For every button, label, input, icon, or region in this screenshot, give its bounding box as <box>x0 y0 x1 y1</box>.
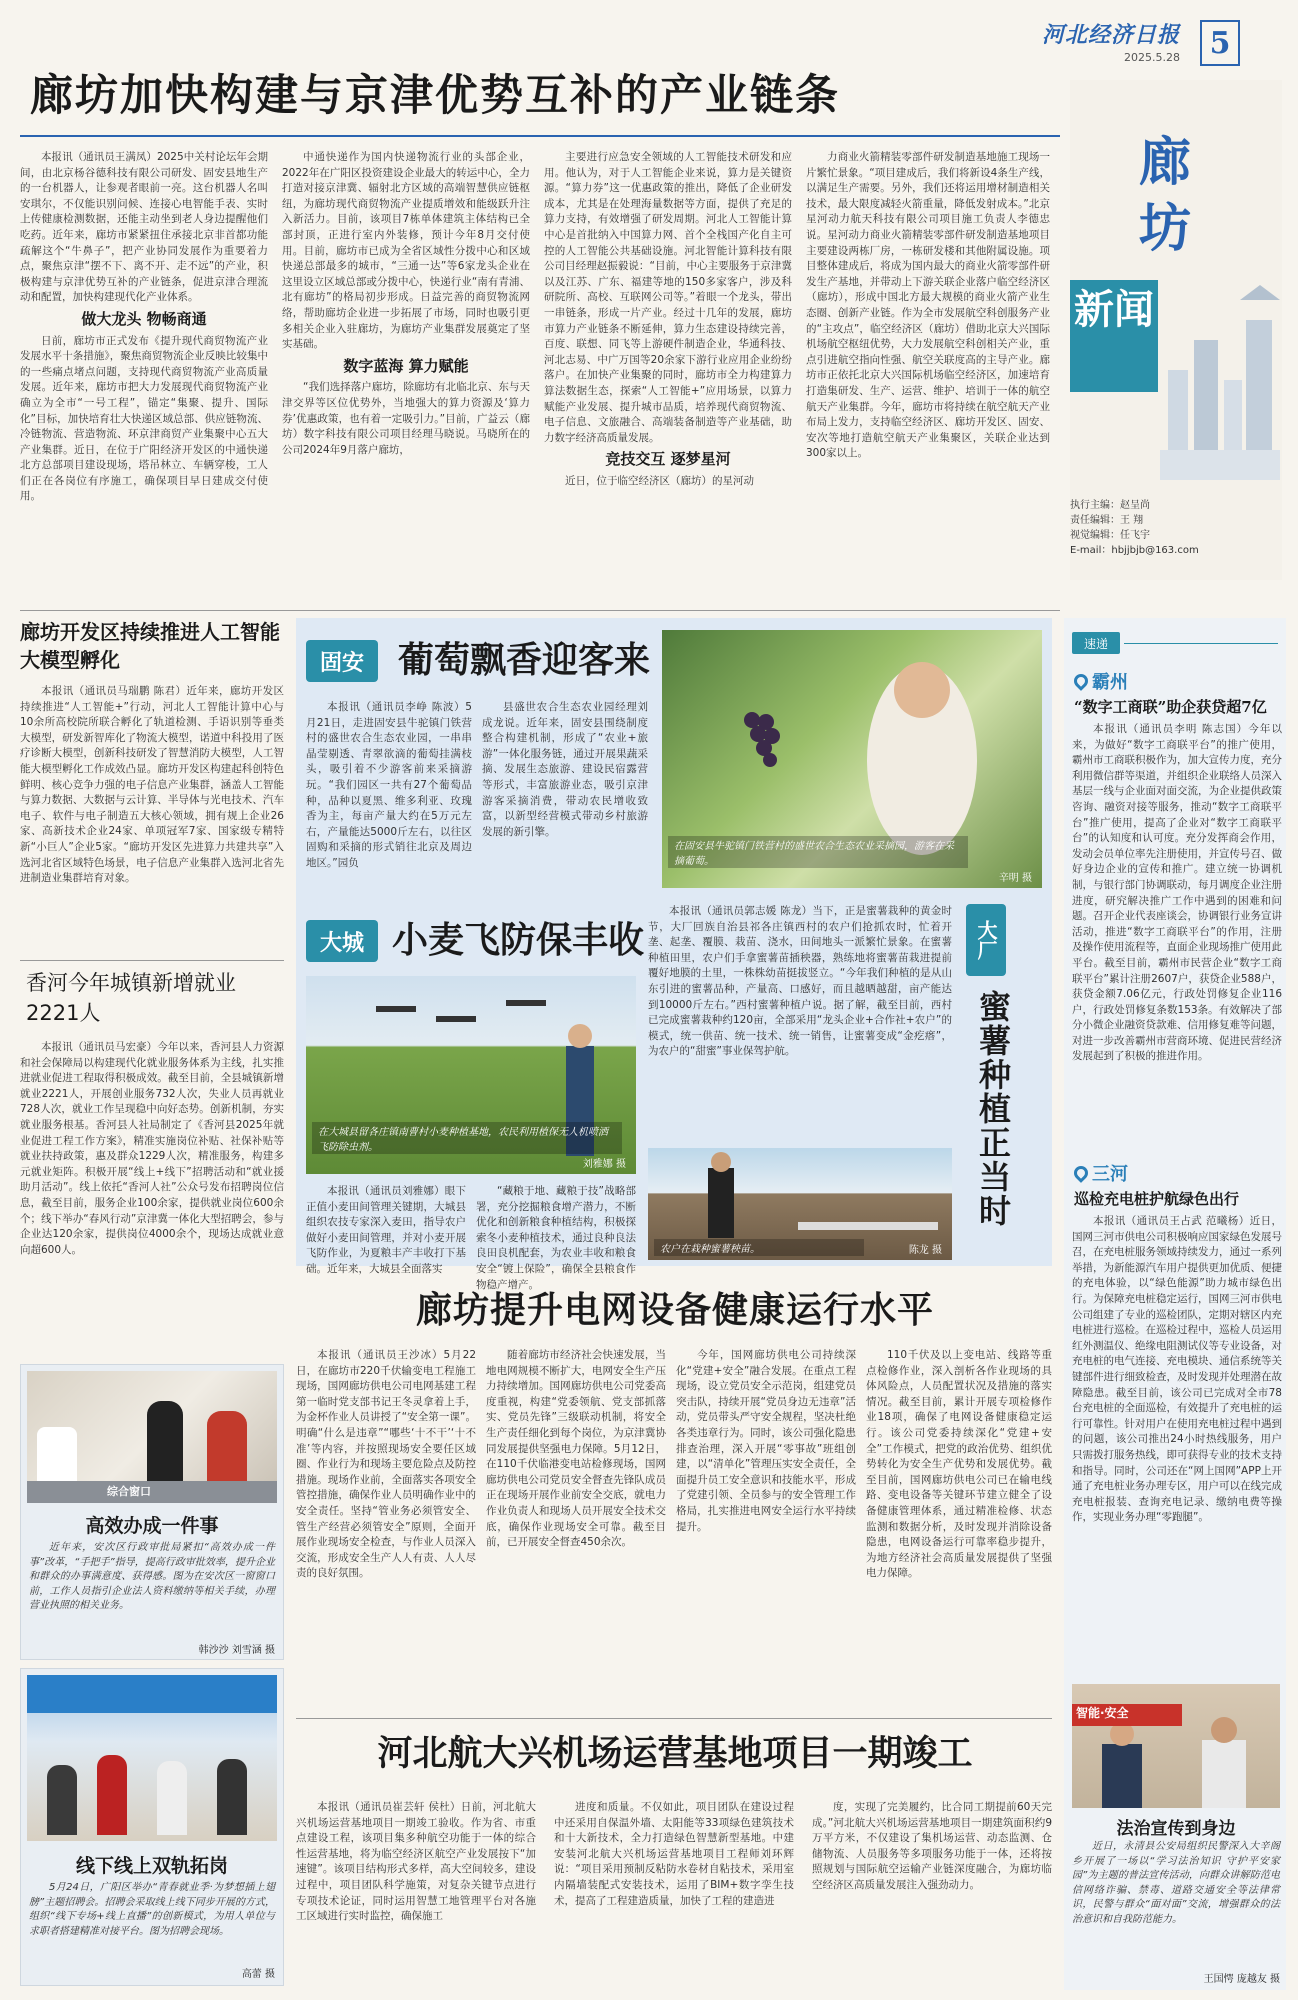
lead-col3-para: 主要进行应急安全领域的人工智能技术研发和应用。他认为，对于人工智能企业来说，算力是关键资源。“算力券”这一优惠政策的推出，降低了企业研发成本，尤其是在处理海量数据等方面，提供了充足的算力支持，有效增强了研发周期。河北人工智能计算中心是首批纳入中国算力网、首个全栈国产化自主可控的人工智能公共基础设施。河北智能计算科技有限公司目经理赵振毅说：“目前，中心主要服务于京津冀以及江苏、广东、福建等地的150多家客户，涉及科研院所、高校、互联网公司等。”着眼一个龙头，带出一串链条，形成一片产业。经过十几年的发展，廊坊市算力产业链条不断延伸，算力生态建设持续完善，百度、联想、同飞等上游硬件制造企业，华通科技、河北志易、中广万国等20余家下游行业应用企业纷纷落户。在加快产业集聚的同时，廊坊市全力构建算力算法数据生态，探索“人工智能+”应用场景，以算力赋能产业发展、提升城市品质，培养现代商贸物流、电子信息、文旅融合、高端装备制造等产业基础，助力数字经济高质量发展。 <box>544 151 792 444</box>
lead-col-4 <box>806 150 1050 602</box>
location-name: 三河 <box>1092 1164 1128 1185</box>
grid-col-2 <box>486 1348 666 1710</box>
guan-photo-caption: 在固安县牛驼镇门铁营村的盛世农合生态农业采摘园，游客在采摘葡萄。 <box>668 836 968 868</box>
lead-headline: 廊坊加快构建与京津优势互补的产业链条 <box>30 71 840 121</box>
photo-caption-1 <box>29 1541 275 1637</box>
page-number: 5 <box>1200 20 1240 66</box>
devzone-body <box>20 684 284 952</box>
masthead <box>1030 18 1180 64</box>
guan-photo-credit: 辛明 摄 <box>998 873 1032 884</box>
credit-responsible: 责任编辑：王 翔 <box>1070 515 1144 526</box>
section-header <box>1070 80 1282 580</box>
police-officers-icon <box>1072 1684 1280 1808</box>
dachang-tag: 大厂 <box>966 904 1006 976</box>
xianghe-para: 本报讯（通讯员马宏豪）今年以来，香河县人力资源和社会保障局以构建现代化就业服务体系为主线，扎实推进就业促进工程取得积极成效。截至目前，全县城镇新增就业2221人，开展创业服务732人次，失业人员再就业728人次，就业工作呈现稳中向好态势。创新机制，夯实就业服务根基。香河县人社局制定了《香河县2025年就业促进工程工作方案》，精准实施岗位补贴、社保补贴等就业扶持政策，惠及群众1229人次，精准服务，构建多元就业矩阵。积极开展“线上+线下”招聘活动和“就业援助月活动”。线上依托“香河人社”公众号发布招聘岗位信息，截至目前，服务企业100余家，提供就业岗位600余个；线下举办“春风行动”京津冀一体化大型招聘会，参与企业达120余家，提供岗位4000余个，现场达成就业意向超600人。 <box>20 1041 284 1256</box>
drone-field-photo <box>306 976 636 1174</box>
sidebar-header: 速递 <box>1072 632 1120 654</box>
paper-name: 河北经济日报 <box>1041 22 1180 48</box>
guan-headline: 葡萄飘香迎客来 <box>398 639 651 681</box>
photo-caption-text: 近年来，安次区行政审批局紧扣“高效办成一件事”改革，“手把手”指导，提高行政审批效率，提升企业和群众的办事满意度、获得感。图为在安次区一窗窗口前，工作人员指引企业法人资料缴纳等相关手续，办理营业执照的相关业务。 <box>29 1542 275 1611</box>
photo-box-2 <box>20 1668 284 1986</box>
airport-headline: 河北航大兴机场运营基地项目一期竣工 <box>377 1733 973 1774</box>
grid-col-4 <box>866 1348 1052 1710</box>
guan-col-2 <box>482 700 648 898</box>
lead-col3-para: 近日，位于临空经济区（廊坊）的星河动 <box>565 474 754 487</box>
issue-date: 2025.5.28 <box>1124 51 1180 64</box>
dacheng-para: “藏粮于地、藏粮于技”战略部署，充分挖掘粮食增产潜力，不断优化和创新粮食种植结构，积极探索冬小麦种植技术，通过良种良法良田良机配套，为农业丰收和粮食安全“镀上保险”，确保全县粮食作物稳产增产。 <box>476 1185 636 1291</box>
dacheng-photo-credit: 刘雅娜 摄 <box>582 1159 626 1170</box>
credit-editor: 执行主编：赵呈尚 <box>1070 500 1150 511</box>
xianghe-headline: 香河今年城镇新增就业2221人 <box>26 971 236 1025</box>
dacheng-col-2 <box>476 1184 636 1291</box>
lead-col4-para: 力商业火箭精装零部件研发制造基地施工现场一片繁忙景象。“项目建成后，我们将新设4条生产线，以满足生产需要。另外，我们还将运用增材制造相关技术，最大限度减轻火箭重量，降低发射成本。”北京星河动力航天科技有限公司项目施工负责人李德忠说。星河动力商业火箭精装零部件研发制造基地项目主要建设两栋厂房，一栋研发楼和其他附属设施。项目整体建成后，将成为国内最大的商业火箭零部件研发生产基地，并带动上下游关联企业落户临空经济区（廊坊），形成中国北方最大规模的商业火箭产业生态圈、创新产业链。作为全市发展航空科创服务产业的“主攻点”，临空经济区（廊坊）借助北京大兴国际机场航空枢纽优势，大力发展航空科创相关产业，重点引进航空指向性强、航空关联度高的主导产业。廊坊市正依托北京大兴国际机场临空经济区，加速培育打造集研发、生产、运营、维护、培训于一体的航空航天产业集群。今年，廊坊市将持续在航空航天产业布局上发力，支持临空经济区、廊坊开发区、固安、安次等地打造航空航天产业集聚区，关联企业达到300家以上。 <box>806 151 1050 460</box>
dacheng-tag: 大城 <box>306 920 378 962</box>
dachang-photo-credit: 陈龙 摄 <box>908 1245 942 1256</box>
credit-email: E-mail：hbjjbjb@163.com <box>1070 545 1199 556</box>
dacheng-photo-caption: 在大城县留各庄镇南曹村小麦种植基地，农民利用植保无人机喷洒飞防除虫剂。 <box>312 1122 622 1154</box>
dachang-photo-caption: 农户在栽种蜜薯秧苗。 <box>654 1239 864 1256</box>
sidebar-photo-caption-text: 近日，永清县公安局组织民警深入大辛阁乡开展了一场以“学习法治知识 守护平安家园”为主题的普法宣传活动，向群众讲解防范电信网络诈骗、禁毒、道路交通安全等法律常识，民警与群众“面对面”交流，增强群众的法治意识和自我防范能力。 <box>1072 1841 1280 1925</box>
grid-headline: 廊坊提升电网设备健康运行水平 <box>415 1289 934 1331</box>
photo-title-1: 高效办成一件事 <box>85 1515 219 1537</box>
airport-para: 度，实现了完美履约，比合同工期提前60天完成。”河北航大兴机场运营基地项目一期建筑面积约9万平方米，不仅建设了集机场运营、动态监测、仓储物流、人员服务等多项服务功能于一体，还将按照规划与国际航空运输产业链深度融合，为廊坊临空经济区高质量发展注入强劲动力。 <box>812 1801 1052 1891</box>
counter-sign: 综合窗口 <box>107 1485 151 1498</box>
devzone-headline: 廊坊开发区持续推进人工智能大模型孵化 <box>20 620 280 672</box>
grid-col-3 <box>676 1348 856 1710</box>
photo-caption-text: 5月24日，广阳区举办“青春就业季·为梦想插上翅膀”主题招聘会。招聘会采取线上线下同步开展的方式，组织“线下专场+线上直播”的创新模式，为用人单位与求职者搭建精准对接平台。图为招聘会现场。 <box>29 1882 275 1937</box>
grape-photo <box>662 630 1042 888</box>
lead-col-2 <box>282 150 530 602</box>
section-title: 新闻 <box>1070 280 1158 392</box>
divider <box>20 610 1060 611</box>
divider <box>20 960 284 961</box>
sidebar-headline-2: 巡检充电桩护航绿色出行 <box>1074 1190 1240 1208</box>
section-credits <box>1070 498 1280 558</box>
sidebar-location-2 <box>1074 1160 1128 1186</box>
airport-col-3 <box>812 1800 1052 1990</box>
sidebar-para: 本报讯（通讯员李明 陈志国）今年以来，为做好“数字工商联平台”的推广使用，霸州市工商联积极作为，加大宣传力度，充分利用微信群等渠道，并组织企业联络人员深入基层一线与企业面对面交流，为企业提供政策咨询、融资对接等服务，推动“数字工商联平台”推广使用，提高了企业对“数字工商联平台”的认知度和认可度。充分发挥商会作用，发动会员单位率先注册使用，并宣传号召、做好身边企业的宣传和推广。建立统一协调机制，与银行部门协调联动，每月调度企业注册进度，研究解决推广工作中遇到的困难和问题。召开企业代表座谈会，协调银行业务宣讲活动，推进“数字工商联平台”的作用，注册及操作使用流程等，直面企业现场推广使用此平台。截至目前，霸州市民营企业“数字工商联平台”累计注册2607户，获贷企业588户，获贷金额7.06亿元，行政处罚修复企业116户，行政处罚修复条数153条。有效解决了部分小微企业融资贷款难、信用修复难等问题，对进一步改善霸州市营商环境、促进民营经济发展起到了积极的推进作用。 <box>1072 723 1282 1063</box>
lead-col1-para: 日前，廊坊市正式发布《提升现代商贸物流产业发展水平十条措施》，聚焦商贸物流企业反映比较集中的一些痛点堵点问题，支持现代商贸物流产业高质量发展。近年来，廊坊市把大力发展现代商贸物流产业确立为全市“一号工程”，锚定“集聚、提升、国际化”目标，加快培育壮大快递区域总部、供应链物流、冷链物流、营造物流、环京津商贸产业集聚中心五大产业集群。近日，在位于广阳经济开发区的中通快递北方总部项目建设现场，塔吊林立、车辆穿梭，工人们正在各岗位有序施工，确保项目早日建成交付使用。 <box>20 334 268 503</box>
guan-para: 县盛世农合生态农业园经理刘成龙说。近年来，固安县围绕制度整合构建机制，形成了“农业+旅游”一体化服务链，通过开展果蔬采摘、发展生态旅游、建设民宿露营等形式，丰富旅游业态，吸引京津游客采摘消费，带动农民增收致富，以新型经营模式带动乡村旅游发展的新引擎。 <box>482 701 648 838</box>
sidebar-body-2 <box>1072 1214 1282 1674</box>
grid-col-1 <box>296 1348 476 1710</box>
sidebar-photo-caption <box>1072 1840 1280 1968</box>
dachang-body <box>648 904 952 1144</box>
sidebar-location-1 <box>1074 668 1128 694</box>
sidebar-photo-credit: 王国愕 庞越友 摄 <box>1203 1974 1280 1985</box>
guan-col-1 <box>306 700 472 898</box>
divider <box>296 1718 1052 1719</box>
airport-col-1 <box>296 1800 536 1990</box>
credit-visual: 视觉编辑：任飞宇 <box>1070 530 1150 541</box>
service-counter-photo <box>27 1371 277 1503</box>
sweet-potato-photo <box>648 1148 952 1260</box>
lead-col-1 <box>20 150 268 602</box>
skyline-illustration-icon <box>1160 280 1280 480</box>
lead-subhead-2: 数字蓝海 算力赋能 <box>343 356 469 375</box>
photo-title-2: 线下线上双轨拓岗 <box>75 1855 228 1877</box>
dacheng-para: 本报讯（通讯员刘雅娜）眼下正值小麦田间管理关键期，大城县组织农技专家深入麦田，指导农户做好小麦田间管理，并对小麦开展飞防作业，为夏粮丰产丰收打下基础。近年来，大城县全面落实 <box>306 1185 466 1275</box>
xianghe-body <box>20 1040 284 1354</box>
section-region: 廊坊 <box>1138 132 1191 259</box>
location-pin-icon <box>1071 1163 1091 1183</box>
lead-col2-para: 中通快递作为国内快递物流行业的头部企业，2022年在广阳区投资建设企业最大的转运中心，全力打造对接京津冀、辐射北方区域的高端智慧供应链枢纽，为廊坊现代商贸物流产业提质增效和能级跃升注入新活力。目前，该项目7栋单体建筑主体结构已全部封顶，正进行室内外装修，预计今年8月交付使用。目前，廊坊市已成为全省区域性分拨中心和区域快递总部最多的城市，“三通一达”等6家龙头企业在这里设立区域总部或分拨中心，快递行业“南有青浦、北有廊坊”的格局初步形成。日益完善的商贸物流网络，帮助廊坊企业进一步拓展了市场，同时也吸引更多相关企业入驻廊坊，为廊坊产业集群发展奠定了坚实基础。 <box>282 151 530 351</box>
photo-credit-2: 高蕾 摄 <box>241 1969 275 1980</box>
lead-col1-para: 本报讯（通讯员王满凤）2025中关村论坛年会期间，由北京杨谷德科技有限公司研发、固安县地生产的一台机器人，让参观者眼前一亮。这台机器人名叫安琪尔，不仅能识别问候、连接心电智能手表、实时上传健康检测数据，还能主动坐到老人身边提醒他们吃药。近年来，廊坊市紧紧扭住承接北京非首都功能疏解这个“牛鼻子”，把产业协同发展作为重要着力点，聚焦京津“摆不下、离不开、走不远”的产业，积极构建与京津优势互补的产业链条，促进京津合理流动和配置，加快构建现代化产业体系。 <box>20 151 268 304</box>
photo-box-1 <box>20 1364 284 1660</box>
lead-col-3 <box>544 150 792 602</box>
grid-para: 110千伏及以上变电站、线路等重点检修作业，深入剖析各作业现场的具体风险点，人员配置状况及措施的落实情况。截至目前，累计开展专项检修作业18项，确保了电网设备健康稳定运行。该公司党委持续深化“党建+安全”工作模式，把党的政治优势、组织优势转化为安全生产优势和发展优势。截至目前，国网廊坊供电公司已在输电线路、变电设备等关键环节建立健全了设备健康管理体系，通过精准检修、状态监测和数据分析，及时发现并消除设备隐患，电网设备运行可靠率稳步提升，为地方经济社会高质量发展提供了坚强电力保障。 <box>866 1349 1052 1580</box>
location-name: 霸州 <box>1092 672 1128 693</box>
dachang-headline: 蜜薯种植正当时 <box>974 990 1012 1228</box>
guan-para: 本报讯（通讯员李峥 陈波）5月21日，走进固安县牛驼镇门铁营村的盛世农合生态农业园，一串串晶莹剔透、青翠欲滴的葡萄挂满枝头，吸引着不少游客前来采摘游玩。“我们园区一共有27个葡萄品种，品种以夏黑、维多利亚、玫瑰香为主，每亩产量大约在5万元左右，产量能达5000斤左右，以往区固购和采摘的形式销往北京及周边地区。”园负 <box>306 701 472 869</box>
legal-outreach-photo <box>1072 1684 1280 1808</box>
banner-text: 智能·安全 <box>1072 1704 1182 1726</box>
photo-caption-2 <box>29 1881 275 1963</box>
lead-subhead-3: 竞技交互 逐梦星河 <box>605 450 731 469</box>
airport-para: 进度和质量。不仅如此，项目团队在建设过程中还采用自保温外墙、太阳能等33项绿色建筑技术和十大新技术，全力打造绿色智慧新型基地。中建安装河北航大兴机场运营基地项目工程师刘环辉说：“项目采用预制反粘防水卷材自粘技术，采用室内隔墙装配式安装技术，运用了BIM+数字孪生技术，提高了工程建造质量，加快了工程的建造进 <box>554 1801 794 1907</box>
devzone-para: 本报讯（通讯员马瑞鹏 陈君）近年来，廊坊开发区持续推进“人工智能+”行动，河北人工智能计算中心与10余所高校院所联合孵化了轨道检测、手语识别等垂类大模型，研发新智库化了物流大模型，诺道中科投用了医疗诊断大模型，创新科技研发了智慧消防大模型，人工智能大模型孵化工作成效凸显。廊坊开发区构建起科创特色鲜明、核心竞争力强的电子信息产业集群，涵盖人工智能与算力数据、大数据与云计算、半导体与光电技术、汽车电子、软件与电子制造五大核心领域，拥有规上企业26家、高新技术企业24家、单项冠军7家、国家级专精特新“小巨人”企业5家。“廊坊开发区先进算力共建共享”入选河北省区域特色场景，电子信息产业集群入选河北省先进制造业集群培育对象。 <box>20 685 284 885</box>
sidebar-para: 本报讯（通讯员王占武 范曦杨）近日，国网三河市供电公司积极响应国家绿色发展号召，在充电桩服务领域持续发力，通过一系列举措，为新能源汽车用户提供更加优质、便捷的充电体验，以“绿色能源”助力城市绿色出行。为保障充电桩稳定运行，国网三河市供电公司组建了专业的巡检团队，定期对辖区内充电桩进行巡检。在巡检过程中，巡检人员运用红外测温仪、绝缘电阻测试仪等专业设备，对充电桩的电气连接、充电模块、通信系统等关键部件进行细致检查，及时发现并处理潜在故障隐患。截至目前，该公司已完成对全市78台充电桩的全面巡检，有效提升了充电桩的运行可靠性。针对用户在使用充电桩过程中遇到的问题，该公司推出24小时热线服务，用户只需拨打服务热线，即可获得专业的技术支持和指导。同时，公司还在“网上国网”APP上开通了充电桩业务办理专区，用户可以在线完成充电桩报装、查询充电记录、缴纳电费等操作，实现业务办理“零跑腿”。 <box>1072 1215 1282 1524</box>
job-fair-photo <box>27 1675 277 1841</box>
photo-credit-1: 韩沙沙 刘雪涵 摄 <box>198 1645 275 1656</box>
lead-subhead-1: 做大龙头 物畅商通 <box>81 309 207 328</box>
grid-para: 随着廊坊市经济社会快速发展，当地电网规模不断扩大，电网安全生产压力持续增加。国网廊坊供电公司党委高度重视，构建“党委领航、党支部抓落实、党员先锋”三级联动机制，将安全生产责任细化到每个岗位，为京津冀协同发展提供坚强电力保障。5月12日，在110千伏临港变电站检修现场，国网廊坊供电公司党员安全督查先锋队成员正在现场开展作业前安全交底，就电力作业负责人和现场人员开展安全技术交底，确保作业现场安全可靠。截至目前，已开展安全督查450余次。 <box>486 1349 666 1549</box>
sidebar-photo-title: 法治宣传到身边 <box>1116 1819 1236 1839</box>
dacheng-headline: 小麦飞防保丰收 <box>392 919 645 961</box>
dachang-para: 本报讯（通讯员郭志媛 陈龙）当下，正是蜜薯栽种的黄金时节，大厂回族自治县祁各庄镇西村的农户们抢抓农时，忙着开垄、起垄、覆膜、栽苗、浇水，田间地头一派繁忙景象。在蜜薯种植田里，农户们手拿蜜薯苗插秧器，熟练地将蜜薯苗栽进提前覆好地膜的土里，一株株幼苗挺拔竖立。“今年我们种植的是从山东引进的蜜薯品种，产量高、口感好，而且越晒越甜，亩产能达到10000斤左右。”西村蜜薯种植户说。据了解，截至目前，西村已完成蜜薯栽种约120亩，全部采用“龙头企业+合作社+农户”的模式，统一供苗、统一技术、统一销售，让蜜薯变成“金疙瘩”，为农户的“甜蜜”事业保驾护航。 <box>648 905 952 1058</box>
airport-para: 本报讯（通讯员崔芸轩 侯杜）日前，河北航大兴机场运营基地项目一期竣工验收。作为省、市重点建设工程，该项目集多种航空功能于一体的综合性运营基地，将为临空经济区航空产业发展按下“加速键”。该项目结构形式多样，高大空间较多，建设过程中，项目团队科学施策，对复杂关键节点进行专项技术论证，同时运用智慧工地管理平台对各施工区域进行实时监控，确保施工 <box>296 1801 536 1923</box>
airport-col-2 <box>554 1800 794 1990</box>
grid-para: 本报讯（通讯员王沙冰）5月22日，在廊坊市220千伏输变电工程施工现场，国网廊坊供电公司电网基建工程第一临时党支部书记王冬灵拿着上手，为金杯作业人员讲授了“安全第一课”。明确“什么是违章”“哪些‘十不干’‘十不准’等内容，并按照现场安全要任区域圈、作业行为和现场主要危险点及防控措施。现场作业前，全面落实各项安全管控措施，确保作业人员明确作业中的安全责任。坚持“管业务必须管安全、管生产经营必须管安全”原则，全面开展作业现场安全检查，与作业人员深入交流，形成安全生产人人有责、人人尽责的良好氛围。 <box>296 1349 476 1580</box>
sidebar-headline-1: “数字工商联”助企获贷超7亿 <box>1074 698 1267 716</box>
lead-col2-para: “我们选择落户廊坊，除廊坊有北临北京、东与天津交界等区位优势外，当地强大的算力资源及‘算力券’优惠政策，也有着一定吸引力。”目前，广益云（廊坊）数字科技有限公司项目经理马晓说。马晓所在的公司2024年9月落户廊坊， <box>282 381 530 456</box>
lead-rule <box>20 135 1060 137</box>
guan-tag: 固安 <box>306 640 378 682</box>
grid-para: 今年，国网廊坊供电公司持续深化“党建+安全”融合发展。在重点工程现场，设立党员安全示范岗，组建党员突击队，持续开展“党员身边无违章”活动，党员带头严守安全规程，坚决杜绝各类违章行为。同时，该公司强化隐患排查治理，深入开展“零事故”班组创建，以“清单化”管理压实安全责任，全面提升员工安全意识和技能水平，形成了党建引领、全员参与的安全管理工作格局，扎实推进电网安全运行水平持续提升。 <box>676 1349 856 1533</box>
dacheng-col-1 <box>306 1184 466 1275</box>
sidebar-body-1 <box>1072 722 1282 1152</box>
location-pin-icon <box>1071 671 1091 691</box>
